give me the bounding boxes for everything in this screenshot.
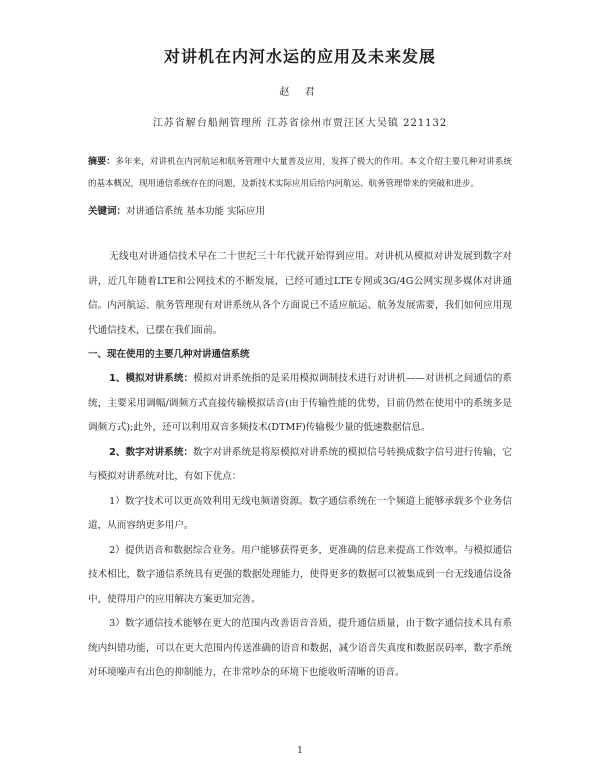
author-name: 赵 君 bbox=[279, 87, 321, 98]
abstract-label: 摘要： bbox=[88, 157, 116, 167]
abstract-text: 多年来，对讲机在内河航运和航务管理中大量普及应用，发挥了极大的作用。本文介绍主要几种对讲系统的基本概况，现用通信系统存在的问题，及新技术实际应用后给内河航运、航务管理带来的突破和进步。 bbox=[88, 157, 512, 189]
page-number: 1 bbox=[297, 746, 303, 756]
paper-title: 对讲机在内河水运的应用及未来发展 bbox=[163, 47, 436, 66]
section-heading: 一、现在使用的主要几种对讲通信系统 bbox=[88, 349, 250, 360]
analog-system-label: 1、模拟对讲系统： bbox=[109, 373, 194, 384]
analog-system-text: 模拟对讲系统指的是采用模拟调制技术进行对讲机——对讲机之间通信的系统，主要采用调幅/调频方式直接传输模拟话音(由于传输性能的优势，目前仍然在使用中的系统多是调频方式);此外，还可以利用双音多频技术(DTMF)传输极少量的低速数据信息。 bbox=[88, 373, 512, 433]
abstract bbox=[88, 151, 512, 195]
keywords-label: 关键词： bbox=[88, 206, 127, 217]
advantage-point-2: 2）提供语音和数据综合业务。用户能够获得更多，更准确的信息来提高工作效率。与模拟通信技术相比，数字通信系统具有更强的数据处理能力，使得更多的数据可以被集成到一台无线通信设备中，使得用户的应用解决方案更加完善。 bbox=[88, 544, 512, 605]
keywords bbox=[88, 203, 512, 217]
digital-system-text: 数字对讲系统是将原模拟对讲系统的模拟信号转换成数字信号进行传输，它与模拟对讲系统对比，有如下优点： bbox=[88, 446, 512, 482]
analog-system-paragraph bbox=[88, 367, 512, 441]
advantage-point-1: 1）数字技术可以更高效利用无线电频谱资源。数字通信系统在一个频道上能够承载多个业务信道，从而容纳更多用户。 bbox=[88, 495, 512, 531]
keywords-text: 对讲通信系统 基本功能 实际应用 bbox=[126, 206, 266, 217]
digital-system-label: 2、数字对讲系统： bbox=[109, 446, 194, 458]
author-affiliation: 江苏省解台船闸管理所 江苏省徐州市贾汪区大吴镇 221132 bbox=[152, 118, 448, 129]
advantage-point-3: 3）数字通信技术能够在更大的范围内改善语音音质，提升通信质量，由于数字通信技术具有系统内纠错功能，可以在更大范围内传送准确的语音和数据，减少语音失真度和数据误码率，数字系统对环境噪声有出色的抑制能力，在非常吵杂的环境下也能收听清晰的语音。 bbox=[88, 618, 512, 678]
intro-paragraph: 无线电对讲通信技术早在二十世纪三十年代就开始得到应用。对讲机从模拟对讲发展到数字对讲，近几年随着LTE和公网技术的不断发展，已经可通过LTE专网或3G/4G公网实现多媒体对讲通信。内河航运、航务管理现有对讲系统从各个方面说已不适应航运、航务发展需要，我们如何应用现代通信技术，已摆在我们面前。 bbox=[88, 251, 512, 336]
digital-system-paragraph bbox=[88, 441, 512, 490]
